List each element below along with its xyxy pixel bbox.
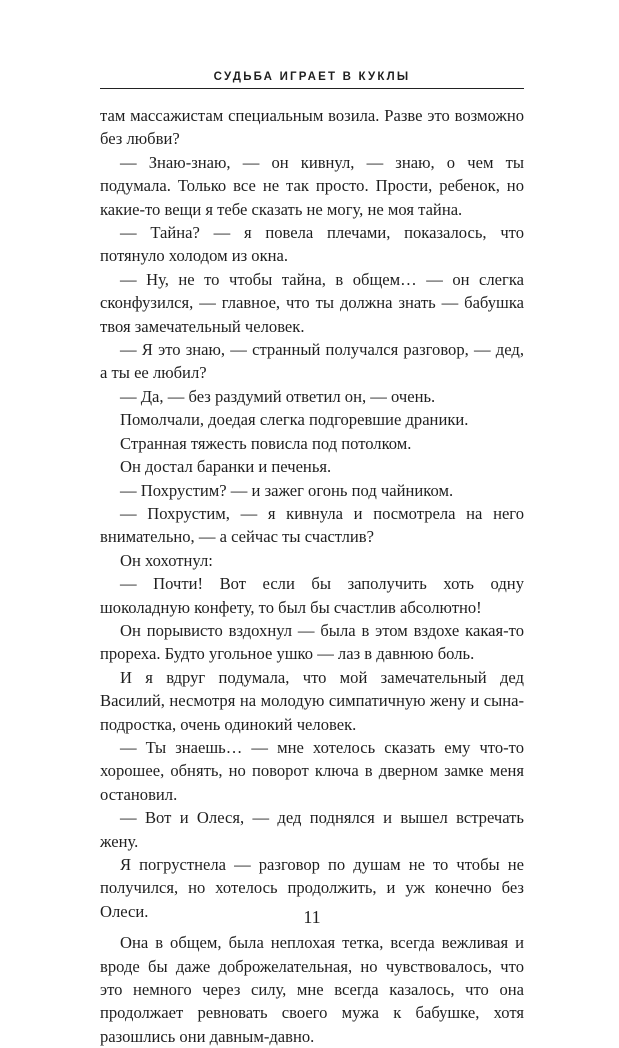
paragraph: Помолчали, доедая слегка подгоревшие драники. [120, 410, 469, 430]
paragraph: — Почти! Вот если бы заполучить хоть одну шоколадную конфету, то был бы счастлив абсолютно! [100, 574, 524, 617]
paragraph: Он порывисто вздохнул — была в этом вздохе какая-то прореха. Будто угольное ушко — лаз в давнюю боль. [100, 620, 524, 664]
paragraph: — Знаю-знаю, — он кивнул, — знаю, о чем ты подумала. Только все не так просто. Прости, ребенок, но какие-то вещи я тебе сказать не могу, не моя тайна. [100, 152, 524, 219]
paragraph: Он хохотнул: [120, 550, 213, 570]
paragraph: — Похрустим? — и зажег огонь под чайником. [120, 480, 454, 500]
paragraph: Я погрустнела — разговор по душам не то чтобы не получился, но хотелось продолжить, и уж конечно без Олеси. [100, 855, 524, 921]
paragraph: Она в общем, была неплохая тетка, всегда вежливая и вроде бы даже доброжелательная, но чувствовалось, что это немного через силу, мне всегда казалось, что она продолжает ревновать своего мужа к бабушке, хотя разошлись они давным-давно. [100, 933, 524, 1046]
paragraph: — Я это знаю, — странный получался разговор, — дед, а ты ее любил? [100, 340, 524, 383]
paragraph: — Похрустим, — я кивнула и посмотрела на него внимательно, — а сейчас ты счастлив? [100, 503, 524, 547]
paragraph: Странная тяжесть повисла под потолком. [120, 433, 412, 453]
header-rule [100, 88, 524, 89]
paragraph: там массажистам специальным возила. Разве это возможно без любви? [100, 106, 524, 149]
running-head: СУДЬБА ИГРАЕТ В КУКЛЫ [213, 71, 411, 83]
paragraph: — Ну, не то чтобы тайна, в общем… — он слегка сконфузился, — главное, что ты должна знать — бабушка твоя замечательный человек. [100, 269, 524, 336]
paragraph: Он достал баранки и печенья. [120, 457, 332, 477]
paragraph: — Вот и Олеся, — дед поднялся и вышел встречать жену. [100, 808, 524, 851]
paragraph: И я вдруг подумала, что мой замечательный дед Василий, несмотря на молодую симпатичную жену и сына-подростка, очень одинокий человек. [100, 667, 524, 734]
paragraph: — Да, — без раздумий ответил он, — очень. [120, 386, 436, 406]
paragraph: — Тайна? — я повела плечами, показалось, что потянуло холодом из окна. [100, 223, 524, 266]
page-number: 11 [303, 907, 321, 927]
paragraph: — Ты знаешь… — мне хотелось сказать ему что-то хорошее, обнять, но поворот ключа в дверном замке меня остановил. [100, 737, 524, 804]
